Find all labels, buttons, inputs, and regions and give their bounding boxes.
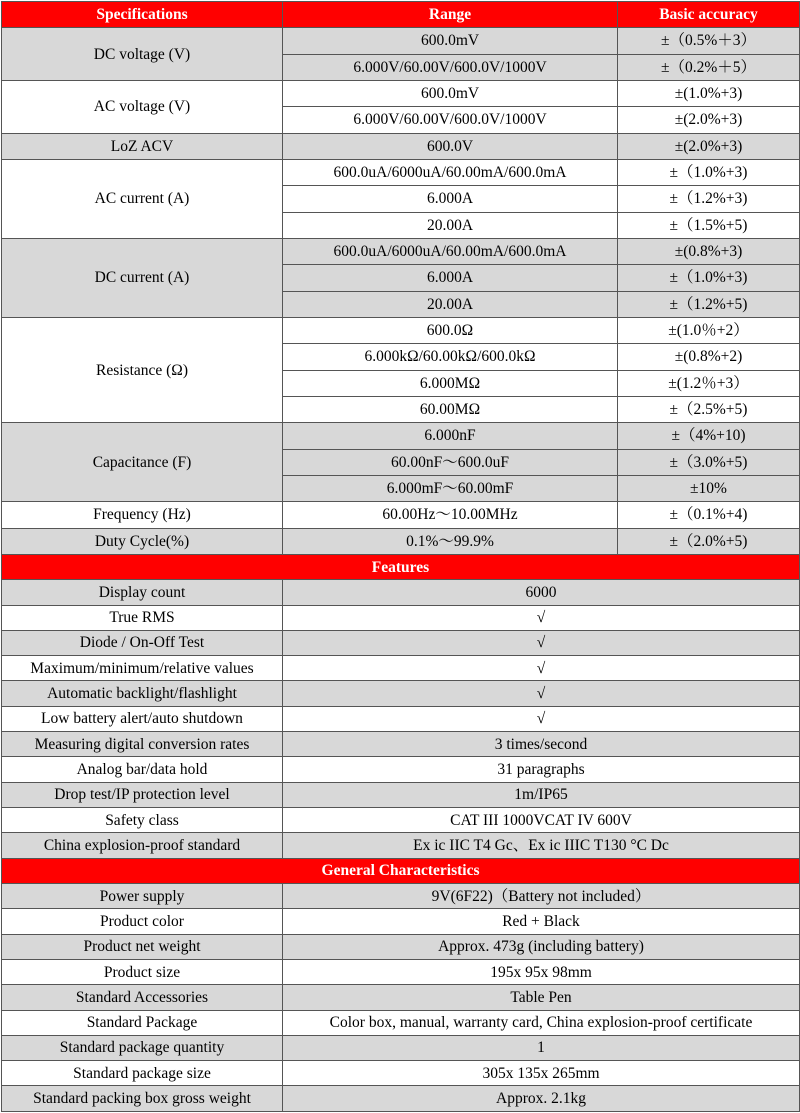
spec-row: [2, 159, 800, 185]
spec-range: 6.000A: [283, 186, 618, 212]
feature-value: 1m/IP65: [283, 782, 800, 807]
spec-range: 600.0uA/6000uA/60.00mA/600.0mA: [283, 238, 618, 264]
spec-range: 600.0uA/6000uA/60.00mA/600.0mA: [283, 159, 618, 185]
general-value: 305x 135x 265mm: [283, 1061, 800, 1086]
spec-name: Capacitance (F): [2, 423, 283, 502]
spec-accuracy: ±(2.0%+3): [618, 107, 800, 133]
spec-name: DC voltage (V): [2, 28, 283, 81]
feature-value: Ex ic IIC T4 Gc、Ex ic IIIC T130 °C Dc: [283, 833, 800, 858]
spec-sheet-table: [1, 1, 800, 1112]
feature-label: Maximum/minimum/relative values: [2, 656, 283, 681]
feature-label: Safety class: [2, 808, 283, 833]
feature-value: 3 times/second: [283, 732, 800, 757]
spec-accuracy: ±（2.5%+5): [618, 396, 800, 422]
feature-value: √: [283, 656, 800, 681]
general-value: Approx. 2.1kg: [283, 1086, 800, 1112]
spec-range: 600.0Ω: [283, 317, 618, 343]
spec-range: 20.00A: [283, 291, 618, 317]
feature-row: [2, 580, 800, 605]
feature-value: √: [283, 630, 800, 655]
feature-row: [2, 782, 800, 807]
spec-range: 60.00Hz～10.00MHz: [283, 502, 618, 528]
spec-range: 60.00MΩ: [283, 396, 618, 422]
spec-accuracy: ±10%: [618, 475, 800, 501]
spec-accuracy: ±（0.5%＋3）: [618, 28, 800, 54]
feature-row: [2, 630, 800, 655]
spec-range: 6.000nF: [283, 423, 618, 449]
spec-range: 6.000V/60.00V/600.0V/1000V: [283, 54, 618, 80]
spec-row: [2, 317, 800, 343]
feature-label: China explosion-proof standard: [2, 833, 283, 858]
feature-label: Automatic backlight/flashlight: [2, 681, 283, 706]
spec-accuracy: ±（1.2%+5): [618, 291, 800, 317]
spec-row: [2, 28, 800, 54]
spec-row: [2, 528, 800, 554]
spec-range: 60.00nF～600.0uF: [283, 449, 618, 475]
general-label: Product color: [2, 909, 283, 934]
general-label: Standard packing box gross weight: [2, 1086, 283, 1112]
feature-row: [2, 706, 800, 731]
spec-name: AC voltage (V): [2, 80, 283, 133]
general-value: 195x 95x 98mm: [283, 959, 800, 984]
general-label: Standard package size: [2, 1061, 283, 1086]
general-row: [2, 883, 800, 908]
spec-range: 600.0mV: [283, 80, 618, 106]
spec-range: 6.000V/60.00V/600.0V/1000V: [283, 107, 618, 133]
spec-accuracy: ±（1.5%+5): [618, 212, 800, 238]
general-value: Approx. 473g (including battery): [283, 934, 800, 959]
feature-label: Low battery alert/auto shutdown: [2, 706, 283, 731]
general-row: [2, 1010, 800, 1035]
spec-accuracy: ±(0.8%+3): [618, 238, 800, 264]
spec-header-accuracy: Basic accuracy: [618, 2, 800, 28]
feature-value: √: [283, 605, 800, 630]
spec-accuracy: ±（0.1%+4): [618, 502, 800, 528]
general-label: Standard package quantity: [2, 1035, 283, 1060]
general-label: Product net weight: [2, 934, 283, 959]
spec-range: 6.000MΩ: [283, 370, 618, 396]
general-row: [2, 1061, 800, 1086]
spec-name: AC current (A): [2, 159, 283, 238]
spec-row: [2, 133, 800, 159]
spec-range: 600.0V: [283, 133, 618, 159]
spec-range: 20.00A: [283, 212, 618, 238]
spec-accuracy: ±(0.8%+2): [618, 344, 800, 370]
spec-row: [2, 502, 800, 528]
general-label: Power supply: [2, 883, 283, 908]
spec-accuracy: ±(1.0%+3): [618, 80, 800, 106]
spec-range: 0.1%～99.9%: [283, 528, 618, 554]
general-row: [2, 1086, 800, 1112]
general-row: [2, 909, 800, 934]
feature-row: [2, 681, 800, 706]
general-header-row: [2, 858, 800, 883]
spec-name: Frequency (Hz): [2, 502, 283, 528]
feature-label: Display count: [2, 580, 283, 605]
spec-accuracy: ±（1.0%+3): [618, 159, 800, 185]
feature-row: [2, 757, 800, 782]
feature-value: 31 paragraphs: [283, 757, 800, 782]
general-value: Color box, manual, warranty card, China explosion-proof certificate: [283, 1010, 800, 1035]
general-label: Standard Accessories: [2, 985, 283, 1010]
feature-header-row: [2, 554, 800, 579]
spec-range: 6.000kΩ/60.00kΩ/600.0kΩ: [283, 344, 618, 370]
spec-row: [2, 423, 800, 449]
spec-sheet-body: [2, 2, 800, 1112]
general-value: Red + Black: [283, 909, 800, 934]
feature-value: √: [283, 681, 800, 706]
spec-range: 600.0mV: [283, 28, 618, 54]
general-row: [2, 985, 800, 1010]
general-label: Product size: [2, 959, 283, 984]
general-value: Table Pen: [283, 985, 800, 1010]
feature-value: CAT III 1000VCAT IV 600V: [283, 808, 800, 833]
spec-accuracy: ±(1.0％+2）: [618, 317, 800, 343]
feature-row: [2, 605, 800, 630]
spec-accuracy: ±（3.0%+5): [618, 449, 800, 475]
feature-label: Measuring digital conversion rates: [2, 732, 283, 757]
spec-name: DC current (A): [2, 238, 283, 317]
spec-range: 6.000mF～60.00mF: [283, 475, 618, 501]
spec-accuracy: ±（0.2%＋5）: [618, 54, 800, 80]
spec-header-range: Range: [283, 2, 618, 28]
spec-accuracy: ±（1.2%+3): [618, 186, 800, 212]
spec-accuracy: ±(1.2％+3）: [618, 370, 800, 396]
feature-label: Analog bar/data hold: [2, 757, 283, 782]
feature-label: Diode / On-Off Test: [2, 630, 283, 655]
spec-accuracy: ±（4%+10): [618, 423, 800, 449]
feature-row: [2, 732, 800, 757]
spec-accuracy: ±（1.0%+3): [618, 265, 800, 291]
general-row: [2, 934, 800, 959]
feature-row: [2, 656, 800, 681]
feature-value: √: [283, 706, 800, 731]
spec-row: [2, 80, 800, 106]
spec-accuracy: ±（2.0%+5): [618, 528, 800, 554]
feature-label: True RMS: [2, 605, 283, 630]
spec-header-specifications: Specifications: [2, 2, 283, 28]
general-section-title: General Characteristics: [2, 858, 800, 883]
spec-accuracy: ±(2.0%+3): [618, 133, 800, 159]
spec-range: 6.000A: [283, 265, 618, 291]
general-value: 9V(6F22)（Battery not included）: [283, 883, 800, 908]
general-row: [2, 1035, 800, 1060]
feature-row: [2, 808, 800, 833]
general-value: 1: [283, 1035, 800, 1060]
feature-row: [2, 833, 800, 858]
feature-value: 6000: [283, 580, 800, 605]
feature-section-title: Features: [2, 554, 800, 579]
spec-row: [2, 238, 800, 264]
feature-label: Drop test/IP protection level: [2, 782, 283, 807]
spec-name: Duty Cycle(%): [2, 528, 283, 554]
spec-name: Resistance (Ω): [2, 317, 283, 422]
spec-header-row: [2, 2, 800, 28]
spec-name: LoZ ACV: [2, 133, 283, 159]
general-row: [2, 959, 800, 984]
general-label: Standard Package: [2, 1010, 283, 1035]
